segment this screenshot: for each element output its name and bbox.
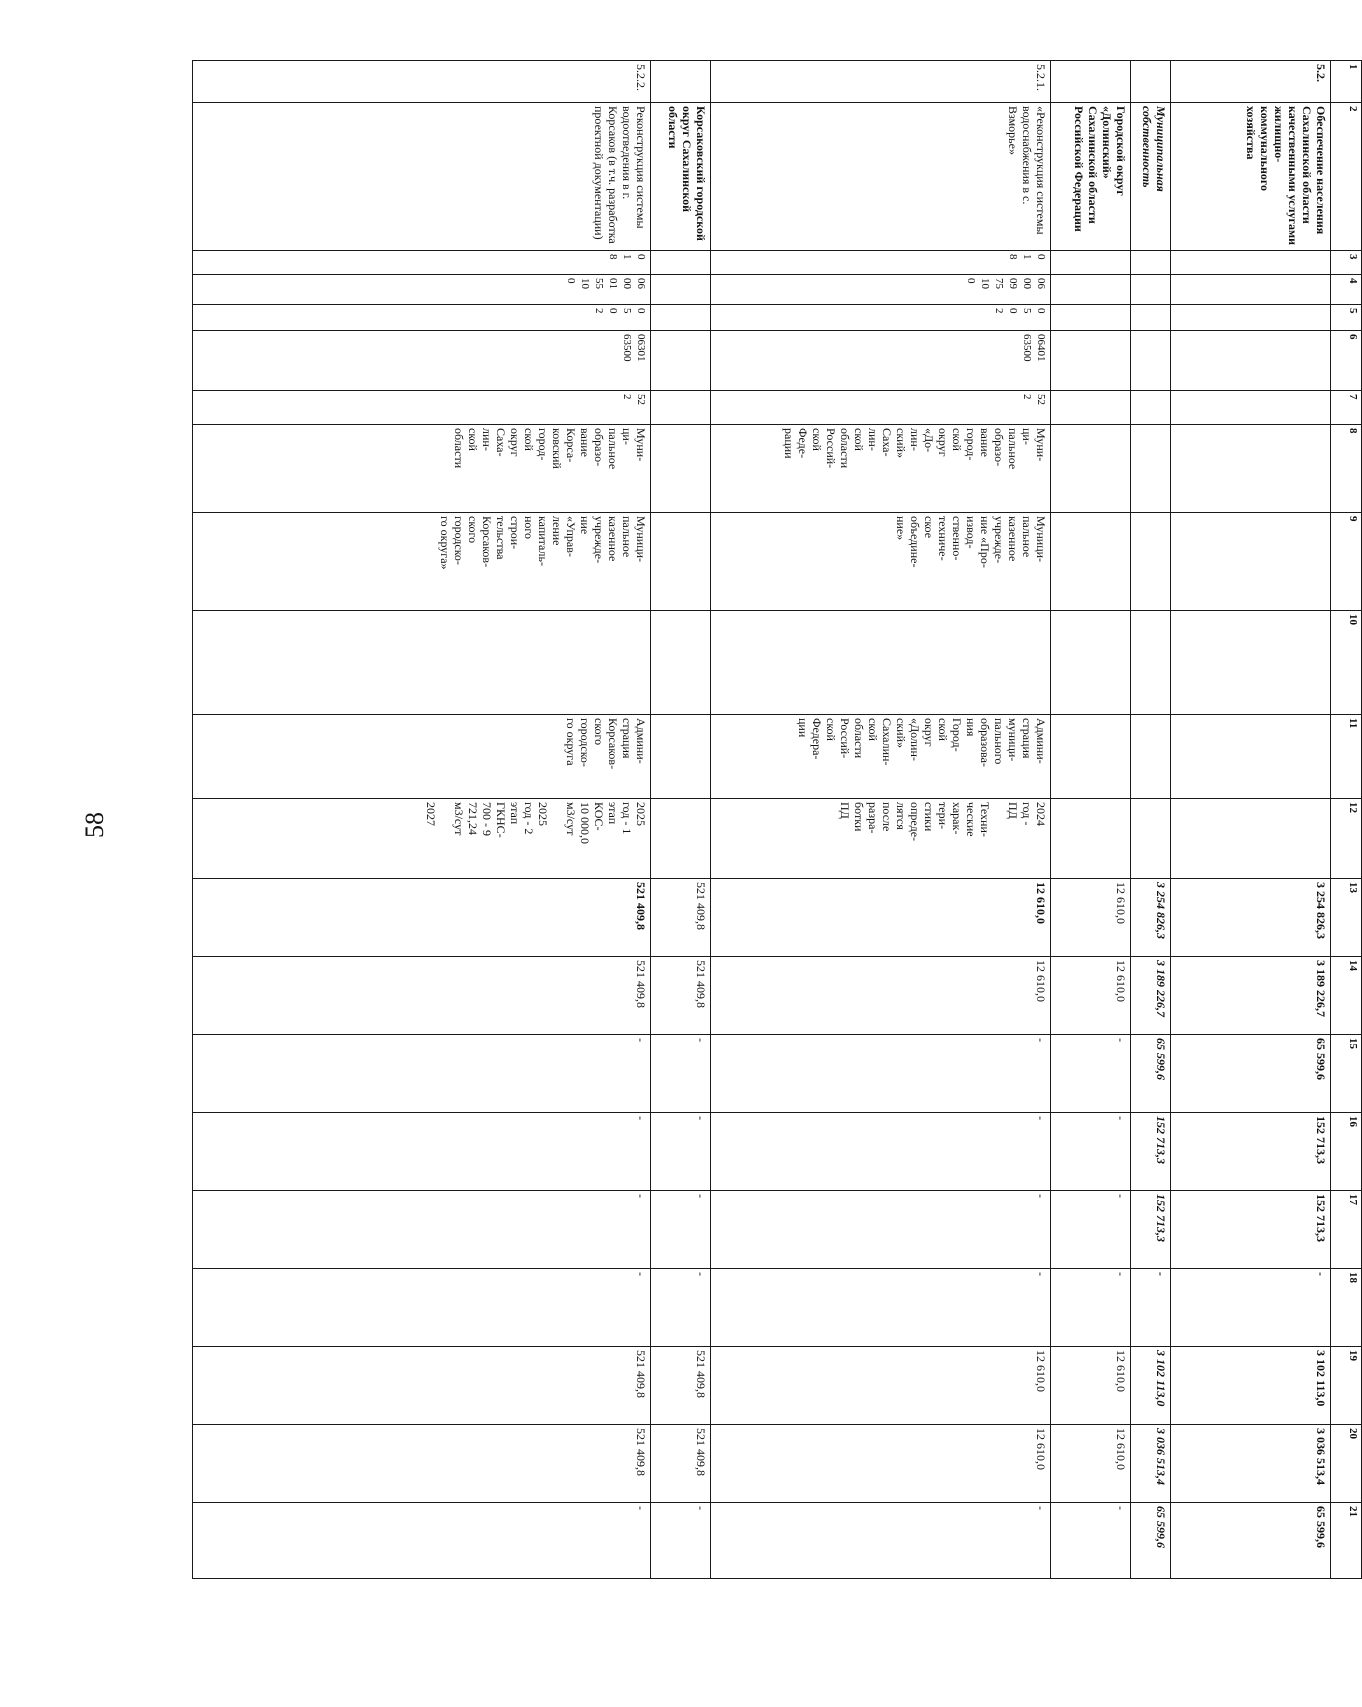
table-cell-col-9: Муници- пальное казенное учрежде- ние «Про- извод- ственно- техниче- ское объедине- ние» <box>711 513 1051 611</box>
table-cell-col-8 <box>1171 425 1331 513</box>
table-cell-col-16: - <box>711 1113 1051 1191</box>
table-cell-col-4 <box>651 275 711 305</box>
table-cell-col-10 <box>711 611 1051 715</box>
table-cell-col-20: 12 610,0 <box>1051 1425 1131 1503</box>
table-cell-col-14: 12 610,0 <box>1051 957 1131 1035</box>
table-cell-col-17: - <box>651 1191 711 1269</box>
table-cell-col-18: - <box>1171 1269 1331 1347</box>
table-cell-col-6 <box>1171 331 1331 391</box>
table-cell-col-17: - <box>1051 1191 1131 1269</box>
table-cell-col-1: 5.2.2. <box>193 61 651 103</box>
table-cell-col-7: 52 2 <box>193 391 651 425</box>
table-cell-col-21: - <box>1051 1503 1131 1579</box>
table-cell-col-15: 65 599,6 <box>1171 1035 1331 1113</box>
table-cell-col-4: 06 00 09 75 10 0 <box>711 275 1051 305</box>
table-cell-col-5 <box>1171 305 1331 331</box>
column-number-6: 6 <box>1331 331 1362 391</box>
table-cell-col-12: 2025 год - 1 этап КОС- 10 000,0 м3/сут 2025 год - 2 этап ГКНС- 700 - 9 721,24 м3/сут 2027 <box>193 799 651 879</box>
table-cell-col-19: 521 409,8 <box>193 1347 651 1425</box>
table-cell-col-9 <box>1051 513 1131 611</box>
table-cell-col-16: - <box>1051 1113 1131 1191</box>
table-cell-col-13: 3 254 826,3 <box>1171 879 1331 957</box>
table-cell-col-18: - <box>1051 1269 1131 1347</box>
table-cell-col-6 <box>651 331 711 391</box>
table-cell-col-20: 521 409,8 <box>651 1425 711 1503</box>
table-cell-col-14: 3 189 226,7 <box>1171 957 1331 1035</box>
column-number-4: 4 <box>1331 275 1362 305</box>
column-number-5: 5 <box>1331 305 1362 331</box>
table-cell-col-7 <box>1131 391 1171 425</box>
table-cell-col-5: 0 5 0 2 <box>193 305 651 331</box>
table-cell-col-12 <box>651 799 711 879</box>
column-number-14: 14 <box>1331 957 1362 1035</box>
table-cell-col-2: Городской округ «Долинский» Сахалинской области Российской Федерации <box>1051 103 1131 251</box>
table-cell-col-20: 3 036 513,4 <box>1171 1425 1331 1503</box>
table-cell-col-15: - <box>651 1035 711 1113</box>
table-cell-col-4: 06 00 01 55 10 0 <box>193 275 651 305</box>
table-cell-col-3: 0 1 8 <box>193 251 651 275</box>
table-cell-col-6: 06401 63500 <box>711 331 1051 391</box>
table-cell-col-18: - <box>1131 1269 1171 1347</box>
table-cell-col-15: - <box>711 1035 1051 1113</box>
table-cell-col-10 <box>1051 611 1131 715</box>
table-cell-col-4 <box>1051 275 1131 305</box>
table-cell-col-2: Муниципальная собственность <box>1131 103 1171 251</box>
table-cell-col-13: 12 610,0 <box>711 879 1051 957</box>
column-number-2: 2 <box>1331 103 1362 251</box>
table-cell-col-1 <box>651 61 711 103</box>
table-cell-col-13: 3 254 826,3 <box>1131 879 1171 957</box>
table-cell-col-15: - <box>193 1035 651 1113</box>
table-cell-col-12 <box>1131 799 1171 879</box>
table-cell-col-10 <box>1171 611 1331 715</box>
column-number-19: 19 <box>1331 1347 1362 1425</box>
table-cell-col-2: Корсаковский городской округ Сахалинской области <box>651 103 711 251</box>
column-number-16: 16 <box>1331 1113 1362 1191</box>
table-cell-col-16: 152 713,3 <box>1171 1113 1331 1191</box>
table-cell-col-19: 521 409,8 <box>651 1347 711 1425</box>
table-cell-col-1: 5.2.1. <box>711 61 1051 103</box>
table-cell-col-4 <box>1171 275 1331 305</box>
table-cell-col-21: 65 599,6 <box>1131 1503 1171 1579</box>
column-number-1: 1 <box>1331 61 1362 103</box>
column-number-9: 9 <box>1331 513 1362 611</box>
column-number-21: 21 <box>1331 1503 1362 1579</box>
table-cell-col-13: 521 409,8 <box>651 879 711 957</box>
table-cell-col-18: - <box>711 1269 1051 1347</box>
table-cell-col-8 <box>1131 425 1171 513</box>
table-cell-col-14: 521 409,8 <box>193 957 651 1035</box>
table-cell-col-11 <box>1171 715 1331 799</box>
table-row <box>651 61 711 1579</box>
table-cell-col-11 <box>651 715 711 799</box>
table-cell-col-21: 65 599,6 <box>1171 1503 1331 1579</box>
table-row <box>193 61 651 1579</box>
table-cell-col-20: 3 036 513,4 <box>1131 1425 1171 1503</box>
table-cell-col-20: 521 409,8 <box>193 1425 651 1503</box>
table-cell-col-5 <box>651 305 711 331</box>
column-number-12: 12 <box>1331 799 1362 879</box>
table-cell-col-9 <box>651 513 711 611</box>
table-cell-col-17: - <box>193 1191 651 1269</box>
table-cell-col-15: - <box>1051 1035 1131 1113</box>
table-row <box>1171 61 1331 1579</box>
table-cell-col-8: Муни- ци- пальное образо- вание Корса- ковский город- ской округ Саха- лин- ской области <box>193 425 651 513</box>
table-cell-col-1: 5.2. <box>1171 61 1331 103</box>
table-cell-col-12: 2024 год - ПД Техни- ческие харак- тери- стики опреде- лятся после разра- ботки ПД <box>711 799 1051 879</box>
table-cell-col-17: 152 713,3 <box>1171 1191 1331 1269</box>
table-cell-col-21: - <box>651 1503 711 1579</box>
table-cell-col-19: 3 102 113,0 <box>1171 1347 1331 1425</box>
table-cell-col-7: 52 2 <box>711 391 1051 425</box>
table-cell-col-16: - <box>651 1113 711 1191</box>
table-cell-col-11 <box>1131 715 1171 799</box>
table-cell-col-3 <box>1131 251 1171 275</box>
table-cell-col-4 <box>1131 275 1171 305</box>
table-cell-col-9: Муници- пальное казенное учрежде- ние «Управ- ление капиталь- ного строи- тельства Корсаков- ского городско- го округа» <box>193 513 651 611</box>
table-cell-col-19: 3 102 113,0 <box>1131 1347 1171 1425</box>
table-cell-col-14: 12 610,0 <box>711 957 1051 1035</box>
table-row <box>711 61 1051 1579</box>
budget-table <box>192 60 1362 1579</box>
column-number-7: 7 <box>1331 391 1362 425</box>
table-cell-col-8: Муни- ци- пальное образо- вание город- ской округ «До- лин- ский» Саха- лин- ской области Россий- ской Феде- рации <box>711 425 1051 513</box>
table-cell-col-10 <box>651 611 711 715</box>
table-cell-col-17: 152 713,3 <box>1131 1191 1171 1269</box>
table-cell-col-14: 3 189 226,7 <box>1131 957 1171 1035</box>
table-cell-col-11: Админи- страция муници- пального образова- ния Город- ской округ «Долин- ский» Сахалин- ской области Россий- ской Федера- ции <box>711 715 1051 799</box>
table-cell-col-11 <box>1051 715 1131 799</box>
column-number-10: 10 <box>1331 611 1362 715</box>
column-number-15: 15 <box>1331 1035 1362 1113</box>
column-number-13: 13 <box>1331 879 1362 957</box>
table-cell-col-3 <box>1051 251 1131 275</box>
table-cell-col-10 <box>1131 611 1171 715</box>
column-number-20: 20 <box>1331 1425 1362 1503</box>
table-cell-col-17: - <box>711 1191 1051 1269</box>
table-cell-col-6 <box>1131 331 1171 391</box>
table-cell-col-18: - <box>651 1269 711 1347</box>
table-cell-col-13: 12 610,0 <box>1051 879 1131 957</box>
table-cell-col-5 <box>1051 305 1131 331</box>
table-cell-col-12 <box>1171 799 1331 879</box>
table-cell-col-5 <box>1131 305 1171 331</box>
column-number-11: 11 <box>1331 715 1362 799</box>
table-cell-col-9 <box>1131 513 1171 611</box>
table-cell-col-8 <box>1051 425 1131 513</box>
column-number-17: 17 <box>1331 1191 1362 1269</box>
table-cell-col-6 <box>1051 331 1131 391</box>
table-cell-col-21: - <box>193 1503 651 1579</box>
table-cell-col-11: Админи- страция Корсаков- ского городско- го округа <box>193 715 651 799</box>
table-cell-col-21: - <box>711 1503 1051 1579</box>
table-row <box>1051 61 1131 1579</box>
table-cell-col-1 <box>1131 61 1171 103</box>
table-cell-col-2: Обеспечение населения Сахалинской области качественными услугами жилищно-коммунального хозяйства <box>1171 103 1331 251</box>
column-number-3: 3 <box>1331 251 1362 275</box>
table-cell-col-1 <box>1051 61 1131 103</box>
table-cell-col-19: 12 610,0 <box>711 1347 1051 1425</box>
table-cell-col-14: 521 409,8 <box>651 957 711 1035</box>
table-cell-col-3 <box>1171 251 1331 275</box>
table-cell-col-2: «Реконструкция системы водоснабжения в с. Взморье» <box>711 103 1051 251</box>
table-row <box>1131 61 1171 1579</box>
table-cell-col-9 <box>1171 513 1331 611</box>
table-cell-col-3 <box>651 251 711 275</box>
table-cell-col-18: - <box>193 1269 651 1347</box>
table-cell-col-10 <box>193 611 651 715</box>
table-cell-col-3: 0 1 8 <box>711 251 1051 275</box>
page-number: 58 <box>80 812 109 838</box>
table-cell-col-5: 0 5 0 2 <box>711 305 1051 331</box>
table-cell-col-2: Реконструкция системы водоотведения в г. Корсаков (в т.ч. разработка проектной документации) <box>193 103 651 251</box>
table-cell-col-16: 152 713,3 <box>1131 1113 1171 1191</box>
table-cell-col-13: 521 409,8 <box>193 879 651 957</box>
table-cell-col-19: 12 610,0 <box>1051 1347 1131 1425</box>
table-cell-col-12 <box>1051 799 1131 879</box>
table-cell-col-16: - <box>193 1113 651 1191</box>
column-number-8: 8 <box>1331 425 1362 513</box>
header-row <box>1331 61 1362 1579</box>
table-cell-col-7 <box>1171 391 1331 425</box>
table-cell-col-7 <box>651 391 711 425</box>
table-cell-col-15: 65 599,6 <box>1131 1035 1171 1113</box>
table-cell-col-20: 12 610,0 <box>711 1425 1051 1503</box>
rotated-table-sheet <box>192 60 1362 1560</box>
table-cell-col-6: 06301 63500 <box>193 331 651 391</box>
table-cell-col-7 <box>1051 391 1131 425</box>
table-cell-col-8 <box>651 425 711 513</box>
column-number-18: 18 <box>1331 1269 1362 1347</box>
